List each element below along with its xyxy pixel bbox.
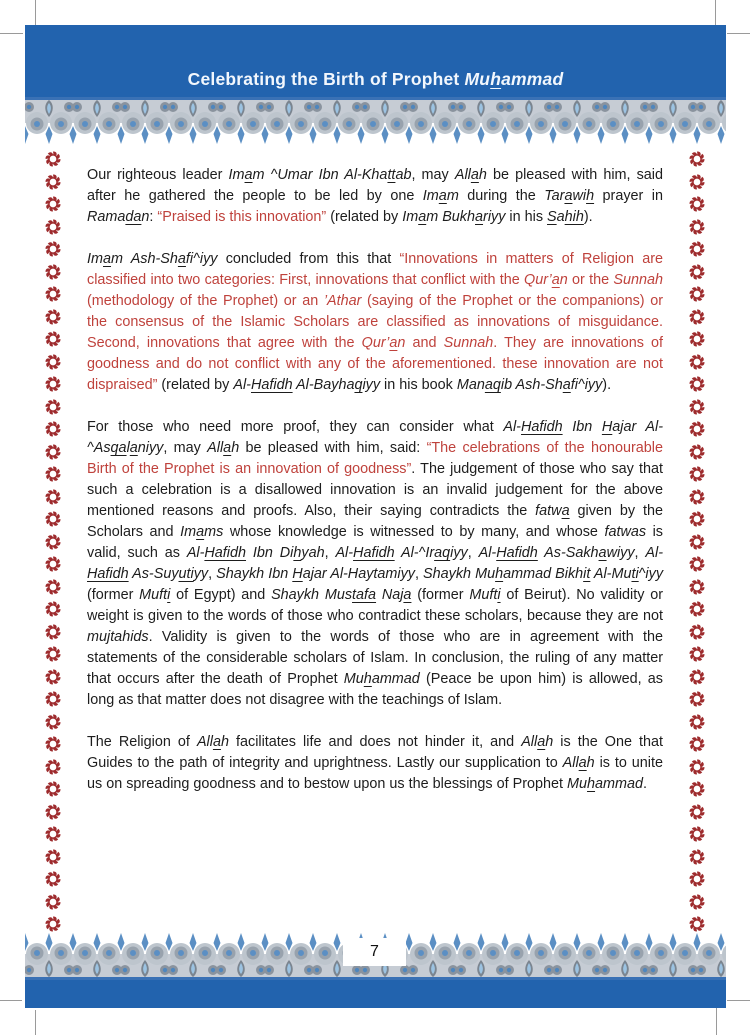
rosette-icon bbox=[689, 916, 705, 932]
rosette-icon bbox=[45, 241, 61, 257]
rosette-icon bbox=[689, 804, 705, 820]
rosette-icon bbox=[689, 736, 705, 752]
rosette-icon bbox=[45, 196, 61, 212]
rosette-icon bbox=[689, 399, 705, 415]
rosette-icon bbox=[45, 624, 61, 640]
rosette-icon bbox=[689, 286, 705, 302]
rosette-icon bbox=[689, 354, 705, 370]
rosette-icon bbox=[689, 331, 705, 347]
crop-mark-top-right-v bbox=[715, 0, 716, 25]
rosette-icon bbox=[45, 759, 61, 775]
rosette-icon bbox=[689, 421, 705, 437]
rosette-icon bbox=[45, 871, 61, 887]
page-title: Celebrating the Birth of Prophet Muhammad bbox=[187, 69, 564, 89]
rosette-icon bbox=[689, 579, 705, 595]
crop-mark-top-left-h bbox=[0, 33, 23, 34]
rosette-icon bbox=[45, 331, 61, 347]
rosette-icon bbox=[689, 849, 705, 865]
rosette-icon bbox=[45, 219, 61, 235]
rosette-icon bbox=[45, 781, 61, 797]
footer-band bbox=[25, 980, 726, 1008]
rosette-icon bbox=[45, 714, 61, 730]
rosette-icon bbox=[45, 376, 61, 392]
crop-mark-bottom-right-v bbox=[716, 1008, 717, 1035]
rosette-icon bbox=[45, 399, 61, 415]
rosette-icon bbox=[689, 376, 705, 392]
rosette-icon bbox=[689, 556, 705, 572]
rosette-icon bbox=[45, 916, 61, 932]
rosette-icon bbox=[45, 174, 61, 190]
page-number-box bbox=[343, 938, 406, 966]
rosette-icon bbox=[45, 646, 61, 662]
rosette-icon bbox=[689, 466, 705, 482]
rosette-icon bbox=[45, 691, 61, 707]
paragraph-scholars-proof: For those who need more proof, they can consider what Al-Hafidh Ibn Hajar Al-^Asqalaniyy, may Allah be pleased with him, said: “The celebrations of the honourable Birth of the Prophet is an innovation of goodness”. The judgement of those who say that such a celebration is a disallowed innovation is an invalid judgement for the above mentioned reasons and proofs. Also, their saying contradicts the fatwa given by the Scholars and Imams whose knowledge is witnessed to by many, and whose fatwas is valid, such as Al-Hafidh Ibn Dihyah, Al-Hafidh Al-^Iraqiyy, Al-Hafidh As-Sakhawiyy, Al-Hafidh As-Suyutiyy, Shaykh Ibn Hajar Al-Haytamiyy, Shaykh Muhammad Bikhit Al-Muti^iyy (former Mufti of Egypt) and Shaykh Mustafa Naja (former Mufti of Beirut). No validity or weight is given to the words of those who contradict these scholars, because they are not mujtahids. Validity is given to the words of those who are in agreement with the statements of the considerable scholars of Islam. In conclusion, the ruling of any matter that occurs after the death of Prophet Muhammad (Peace be upon him) is allowed, as long as that matter does not disagree with the teachings of Islam. bbox=[87, 419, 664, 708]
rosette-icon bbox=[45, 534, 61, 550]
crop-mark-bottom-right-h bbox=[727, 1000, 750, 1001]
crop-mark-bottom-left-v bbox=[35, 1010, 36, 1035]
rosette-icon bbox=[689, 691, 705, 707]
rosette-icon bbox=[689, 534, 705, 550]
rosette-icon bbox=[689, 601, 705, 617]
rosette-icon bbox=[689, 511, 705, 527]
rosette-icon bbox=[689, 489, 705, 505]
rosette-icon bbox=[689, 894, 705, 910]
rosette-icon bbox=[689, 624, 705, 640]
rosette-icon bbox=[45, 354, 61, 370]
rosette-icon bbox=[689, 444, 705, 460]
rosette-icon bbox=[45, 151, 61, 167]
rosette-icon bbox=[45, 421, 61, 437]
rosette-icon bbox=[689, 219, 705, 235]
rosette-icon bbox=[45, 736, 61, 752]
crop-mark-bottom-left-h bbox=[0, 1000, 22, 1001]
rosette-icon bbox=[689, 196, 705, 212]
rosette-icon bbox=[45, 264, 61, 280]
rosette-icon bbox=[45, 894, 61, 910]
paragraph-shafi-quote: Imam Ash-Shafi^iyy concluded from this that “Innovations in matters of Religion are classified into two categories: First, innovations that conflict with the Qur’an or the Sunnah (methodology of the Prophet) or an ’Athar (saying of the Prophet or the companions) or the consensus of the Islamic Scholars are classified as innovations of misguidance. Second, innovations that agree with the Qur’an and Sunnah. They are innovations of goodness and do not conflict with any of the aforementioned. these innovation are not dispraised” (related by Al-Hafidh Al-Bayhaqiyy in his book Manaqib Ash-Shafi^iyy). bbox=[87, 251, 663, 393]
rosette-icon bbox=[689, 309, 705, 325]
header-band bbox=[25, 25, 726, 97]
rosette-icon bbox=[45, 826, 61, 842]
rosette-icon bbox=[45, 444, 61, 460]
rosette-icon bbox=[45, 556, 61, 572]
rosette-icon bbox=[45, 579, 61, 595]
rosette-icon bbox=[689, 826, 705, 842]
rosette-icon bbox=[45, 804, 61, 820]
rosette-icon bbox=[45, 286, 61, 302]
crop-mark-top-right-h bbox=[727, 33, 750, 34]
rosette-icon bbox=[45, 849, 61, 865]
rosette-icon bbox=[45, 466, 61, 482]
rosette-icon bbox=[689, 264, 705, 280]
paragraph-conclusion: The Religion of Allah facilitates life and does not hinder it, and Allah is the One that Guides to the path of integrity and uprightness. Lastly our supplication to Allah is to unite us on spreading goodness and to bestow upon us the blessings of Prophet Muhammad. bbox=[87, 734, 663, 792]
page-number: 7 bbox=[370, 943, 379, 960]
rosette-icon bbox=[689, 669, 705, 685]
rosette-icon bbox=[45, 669, 61, 685]
rosette-column-left bbox=[43, 151, 63, 932]
article-body bbox=[87, 165, 663, 816]
paragraph-umar-hadith: Our righteous leader Imam ^Umar Ibn Al-Khattab, may Allah be pleased with him, said after he gathered the people to be led by one Imam during the Tarawih prayer in Ramadan: “Praised is this innovation” (related by Imam Bukhariyy in his Sahih). bbox=[87, 167, 664, 225]
rosette-icon bbox=[45, 511, 61, 527]
ornament-border-top bbox=[25, 97, 726, 147]
rosette-icon bbox=[689, 151, 705, 167]
rosette-icon bbox=[689, 646, 705, 662]
rosette-icon bbox=[45, 489, 61, 505]
rosette-icon bbox=[689, 174, 705, 190]
rosette-icon bbox=[689, 759, 705, 775]
rosette-icon bbox=[45, 601, 61, 617]
rosette-icon bbox=[689, 241, 705, 257]
rosette-icon bbox=[45, 309, 61, 325]
rosette-icon bbox=[689, 714, 705, 730]
rosette-column-right bbox=[687, 151, 707, 932]
rosette-icon bbox=[689, 781, 705, 797]
rosette-icon bbox=[689, 871, 705, 887]
